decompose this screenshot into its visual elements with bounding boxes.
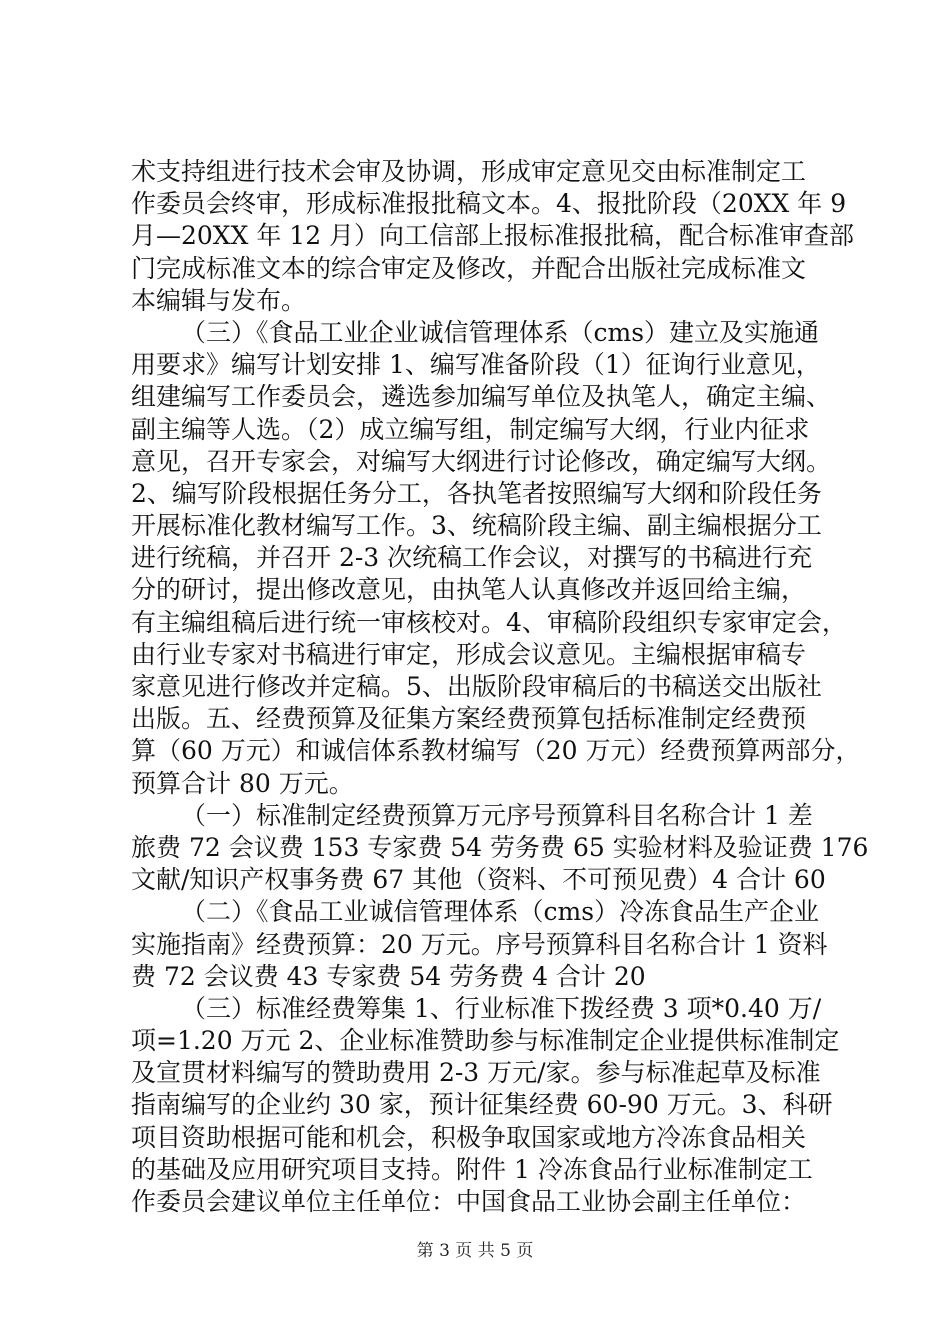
- text-line: 费 72 会议费 43 专家费 54 劳务费 4 合计 20: [131, 961, 646, 991]
- text-line: 术支持组进行技术会审及协调，形成审定意见交由标准制定工: [131, 157, 807, 186]
- text-line: 副主编等人选。（2）成立编写组，制定编写大纲，行业内征求: [131, 414, 810, 444]
- text-line: 由行业专家对书稿进行审定，形成会议意见。主编根据审稿专: [131, 639, 807, 669]
- text-line: 预算合计 80 万元。: [131, 768, 354, 798]
- text-line: 门完成标准文本的综合审定及修改，并配合出版社完成标准文: [131, 253, 807, 283]
- document-body: [131, 156, 869, 1218]
- paragraph-start-line: （二）《食品工业诚信管理体系（cms）冷冻食品生产企业: [181, 897, 820, 927]
- text-line: 旅费 72 会议费 153 专家费 54 劳务费 65 实验材料及验证费 176: [131, 832, 869, 862]
- text-line: 有主编组稿后进行统一审核校对。4、审稿阶段组织专家审定会，: [131, 607, 847, 637]
- text-line: 本编辑与发布。: [131, 285, 307, 315]
- text-line: 及宣贯材料编写的赞助费用 2-3 万元/家。参与标准起草及标准: [131, 1058, 821, 1088]
- text-line: 项目资助根据可能和机会，积极争取国家或地方冷冻食品相关: [131, 1122, 807, 1152]
- text-line: 分的研讨，提出修改意见，由执笔人认真修改并返回给主编，: [131, 575, 807, 605]
- text-line: 进行统稿，并召开 2-3 次统稿工作会议，对撰写的书稿进行充: [131, 543, 813, 573]
- text-line: 开展标准化教材编写工作。3、统稿阶段主编、副主编根据分工: [131, 511, 822, 541]
- text-line: 算（60 万元）和诚信体系教材编写（20 万元）经费预算两部分，: [131, 736, 861, 766]
- paragraph-start-line: （三）标准经费筹集 1、行业标准下拨经费 3 项*0.40 万/: [181, 993, 822, 1023]
- text-line: 作委员会建议单位主任单位：中国食品工业协会副主任单位：: [131, 1187, 807, 1216]
- text-line: 家意见进行修改并定稿。5、出版阶段审稿后的书稿送交出版社: [131, 672, 822, 701]
- paragraph-start-line: （三）《食品工业企业诚信管理体系（cms）建立及实施通: [181, 317, 820, 347]
- text-line: 用要求》编写计划安排 1、编写准备阶段（1）征询行业意见，: [131, 350, 821, 380]
- page-number-footer: 第 3 页 共 5 页: [416, 1241, 534, 1261]
- text-line: 意见，召开专家会，对编写大纲进行讨论修改，确定编写大纲。: [131, 446, 832, 476]
- paragraph-start-line: （一）标准制定经费预算万元序号预算科目名称合计 1 差: [181, 800, 813, 830]
- text-line: 的基础及应用研究项目支持。附件 1 冷冻食品行业标准制定工: [131, 1154, 813, 1184]
- text-line: 文献/知识产权事务费 67 其他（资料、不可预见费）4 合计 60: [131, 865, 826, 895]
- text-line: 2、编写阶段根据任务分工，各执笔者按照编写大纲和阶段任务: [131, 478, 822, 508]
- text-line: 实施指南》经费预算：20 万元。序号预算科目名称合计 1 资料: [131, 929, 828, 959]
- text-line: 项=1.20 万元 2、企业标准赞助参与标准制定企业提供标准制定: [131, 1026, 840, 1056]
- text-line: 指南编写的企业约 30 家，预计征集经费 60-90 万元。3、科研: [131, 1090, 833, 1120]
- text-line: 作委员会终审，形成标准报批稿文本。4、报批阶段（20XX 年 9: [131, 189, 847, 219]
- text-line: 组建编写工作委员会，遴选参加编写单位及执笔人，确定主编、: [131, 382, 832, 412]
- text-line: 月—20XX 年 12 月）向工信部上报标准报批稿，配合标准审查部: [131, 221, 855, 251]
- text-line: 出版。五、经费预算及征集方案经费预算包括标准制定经费预: [131, 704, 807, 734]
